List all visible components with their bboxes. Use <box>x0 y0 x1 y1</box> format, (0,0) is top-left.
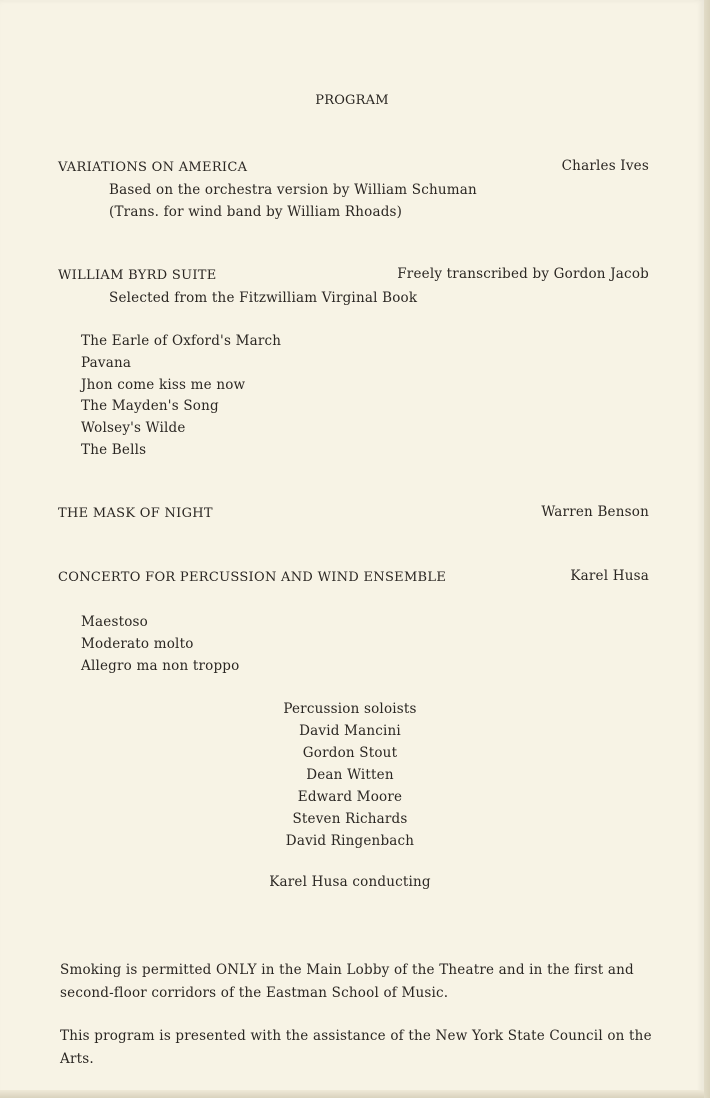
soloists-block <box>200 698 500 852</box>
soloist-name: Dean Witten <box>306 767 394 783</box>
movement-item: Maestoso <box>81 614 148 630</box>
movement-item: Allegro ma non troppo <box>81 657 240 674</box>
work-note: Selected from the Fitzwilliam Virginal Book <box>109 290 418 306</box>
work-note: Based on the orchestra version by William Schuman <box>109 182 477 198</box>
arranger-jacob: Freely transcribed by Gordon Jacob <box>397 266 649 282</box>
soloist-name: Gordon Stout <box>302 745 398 761</box>
paper-bottom-edge <box>0 1090 704 1098</box>
composer-ives: Charles Ives <box>561 158 649 174</box>
composer-benson: Warren Benson <box>541 504 649 520</box>
soloist-name: David Ringenbach <box>285 833 415 849</box>
work-title-mask-of-night: THE MASK OF NIGHT <box>58 506 213 521</box>
soloists-heading: Percussion soloists <box>283 701 417 717</box>
soloist-name: David Mancini <box>299 723 401 739</box>
arts-council-notice: This program is presented with the assistance of the New York State Council on the Arts. <box>60 1028 652 1067</box>
soloist-name: Edward Moore <box>297 789 403 805</box>
movement-list <box>81 331 281 462</box>
soloist-name: Steven Richards <box>292 811 408 827</box>
work-title-concerto: CONCERTO FOR PERCUSSION AND WIND ENSEMBLE <box>58 570 447 585</box>
movement-item: Jhon come kiss me now <box>81 376 246 393</box>
movement-item: Moderato molto <box>81 635 194 652</box>
movement-item: Pavana <box>81 354 132 371</box>
work-title-byrd-suite: WILLIAM BYRD SUITE <box>58 268 217 283</box>
smoking-notice: Smoking is permitted ONLY in the Main Lobby of the Theatre and in the first and second-floor corridors of the Eastman School of Music. <box>60 962 634 1001</box>
program-heading: PROGRAM <box>315 93 389 108</box>
movement-item: The Bells <box>81 441 147 458</box>
movement-item: Wolsey's Wilde <box>81 420 186 437</box>
work-note: (Trans. for wind band by William Rhoads) <box>109 204 403 220</box>
conductor-line: Karel Husa conducting <box>269 874 431 890</box>
movement-list <box>81 612 239 677</box>
work-title-variations: VARIATIONS ON AMERICA <box>58 160 248 175</box>
movement-item: The Mayden's Song <box>81 398 219 415</box>
movement-item: The Earle of Oxford's March <box>81 333 282 349</box>
composer-husa: Karel Husa <box>570 568 649 584</box>
paper-edge <box>704 0 710 1098</box>
